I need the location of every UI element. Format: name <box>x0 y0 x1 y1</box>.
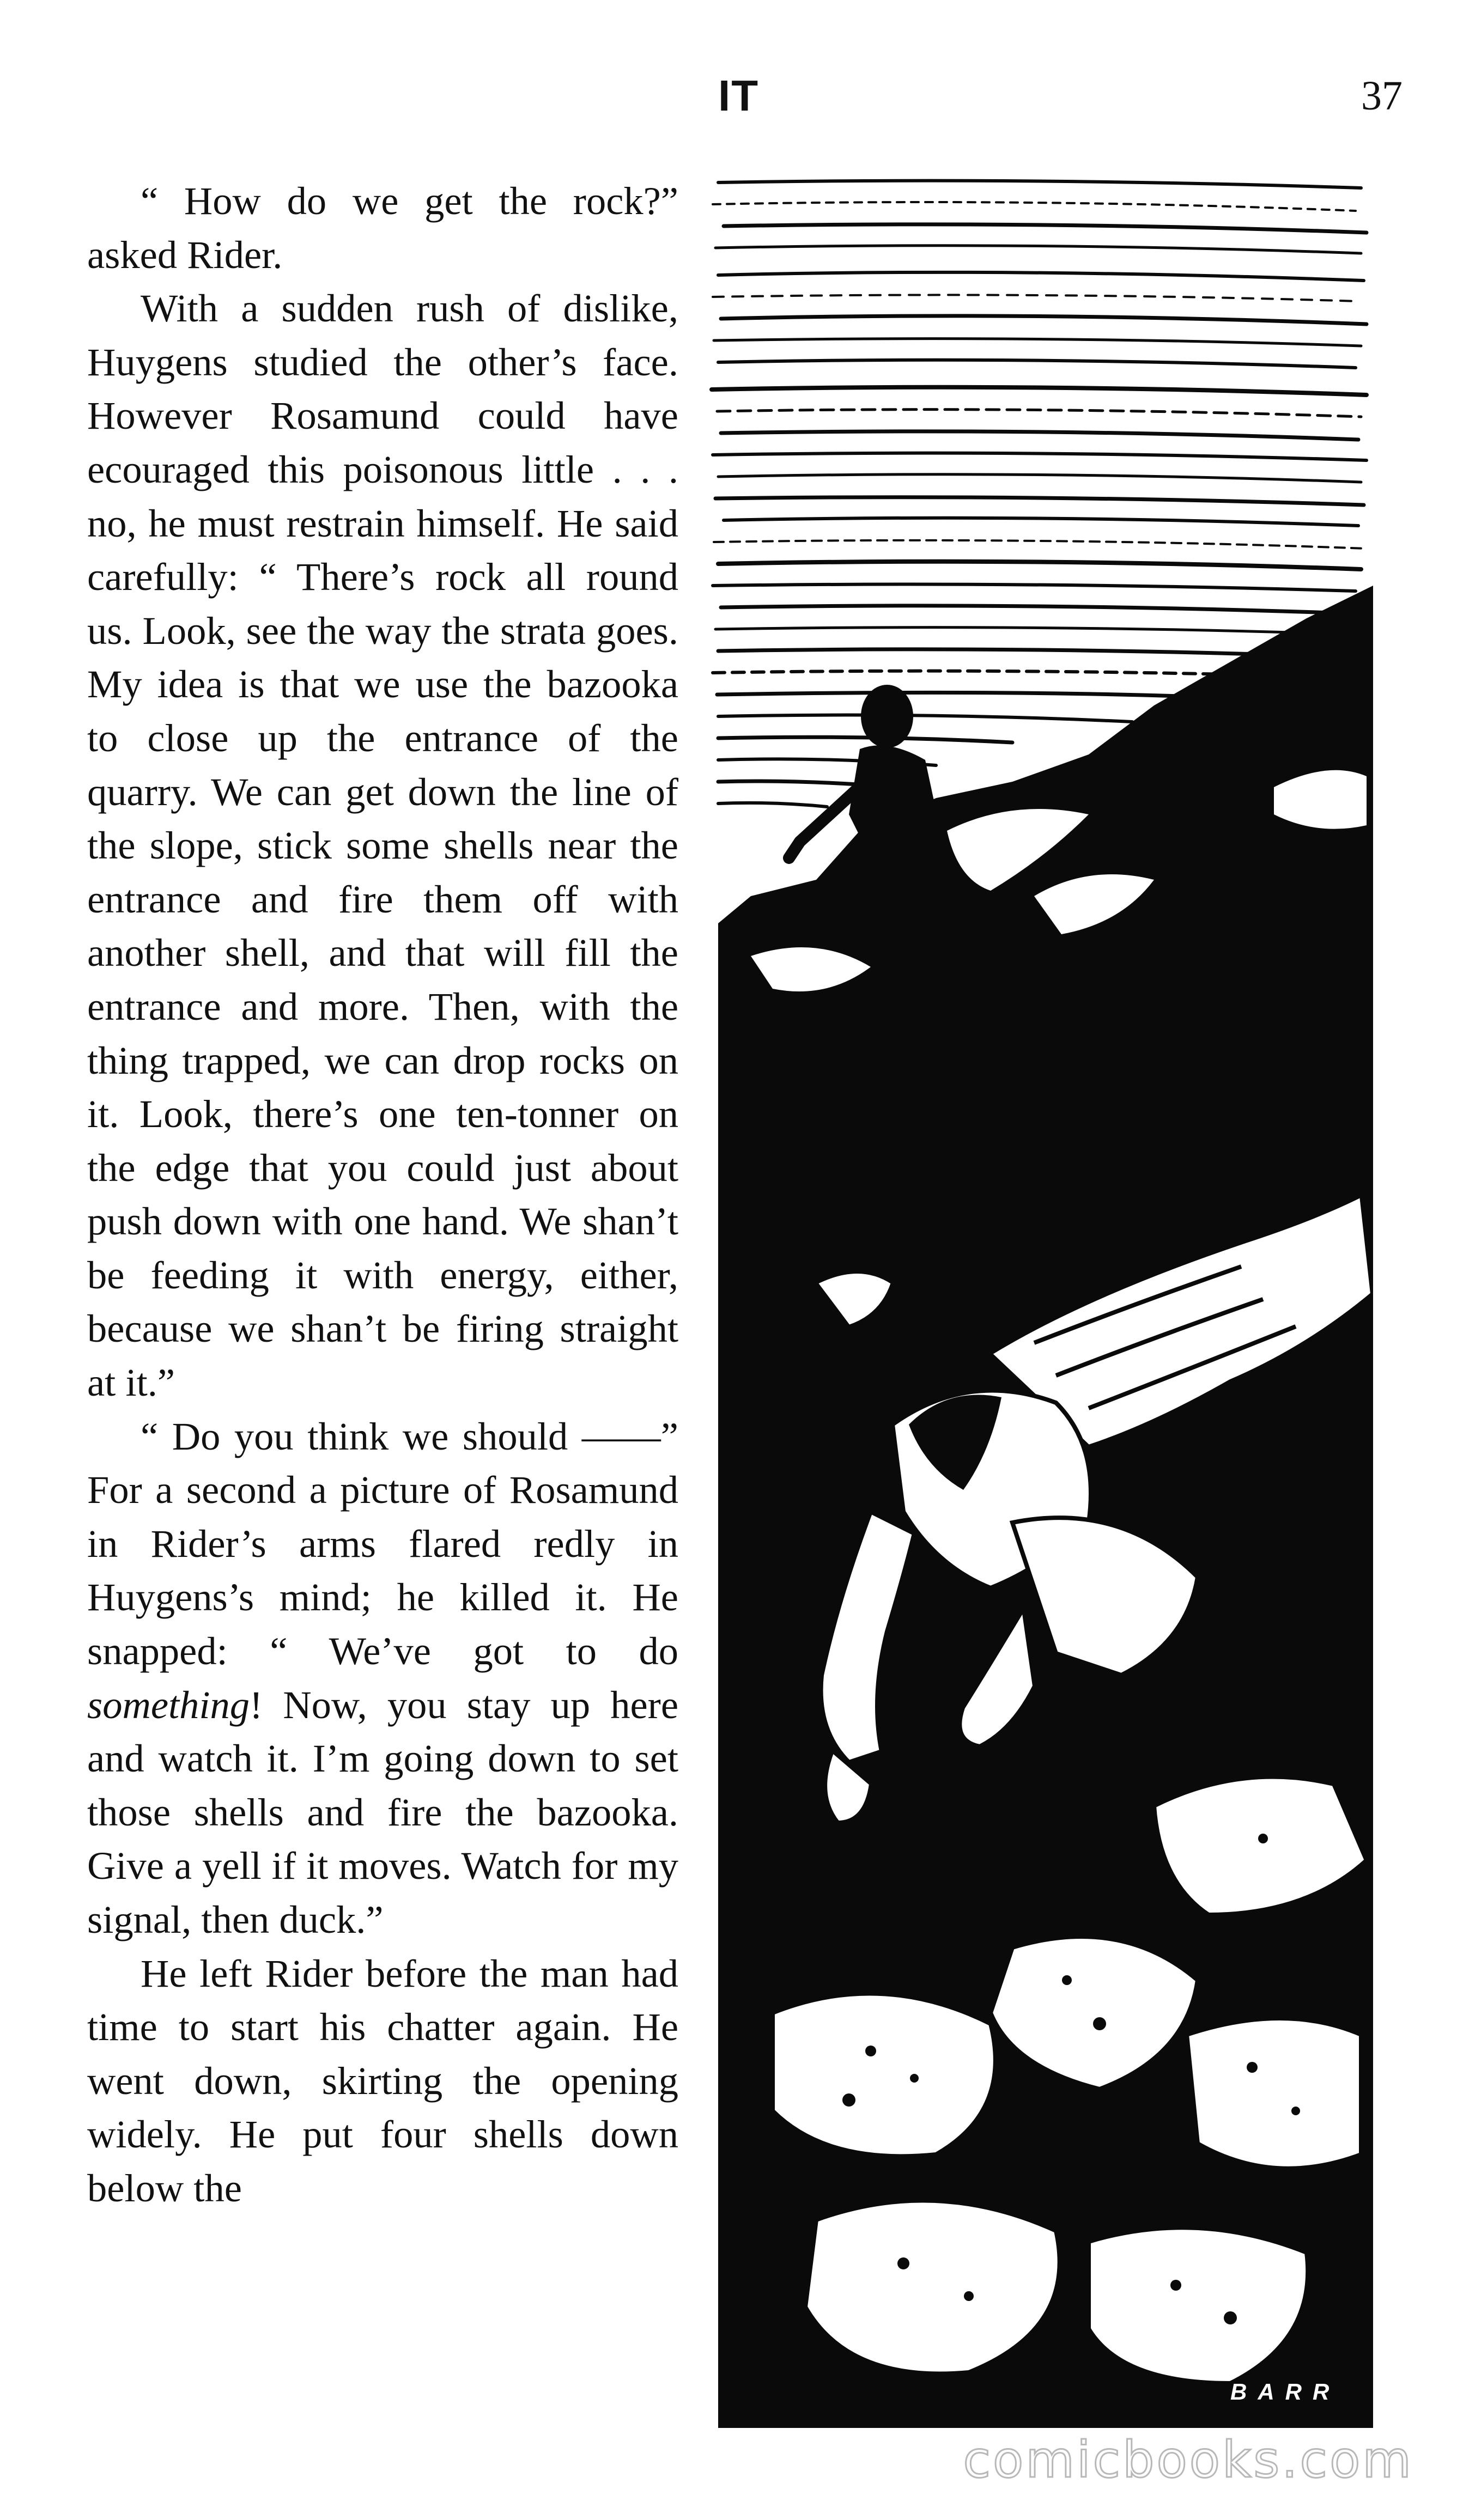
illustration-quarry-scene <box>707 172 1373 2428</box>
page-header-title: IT <box>718 71 760 120</box>
page-number: 37 <box>1361 73 1403 119</box>
paragraph-4: He left Rider before the man had time to start his chatter again. He went down, skirting the opening widely. He put four shells down below the <box>87 1951 678 2210</box>
paragraph-3 <box>87 1410 678 1947</box>
paragraph-3-start: “ Do you think we should ——” For a second a picture of Rosamund in Rider’s arms flared redly in Huygens’s mind; he killed it. He snapped: “ We’ve got to do <box>87 1414 678 1673</box>
story-text-column <box>87 174 678 2215</box>
watermark: comicbooks.com <box>963 2431 1413 2489</box>
paragraph-2: With a sudden rush of dislike, Huygens studied the other’s face. However Rosamund could have ecouraged this poisonous little . . . no, he must restrain himself. He said carefully: “ There’s rock all round us. Look, see the way the strata goes. My idea is that we use the bazooka to close up the entrance of the quarry. We can get down the line of the slope, stick some shells near the entrance and fire them off with another shell, and that will fill the entrance and more. Then, with the thing trapped, we can drop rocks on it. Look, there’s one ten-tonner on the edge that you could just about push down with one hand. We shan’t be feeding it with energy, either, because we shan’t be firing straight at it.” <box>87 286 678 1405</box>
paragraph-1: “ How do we get the rock?” asked Rider. <box>87 179 678 277</box>
emphasis-word: something <box>87 1682 250 1727</box>
paragraph-3-end: ! Now, you stay up here and watch it. I’m going down to set those shells and fire the bazooka. Give a yell if it moves. Watch for my signal, then duck.” <box>87 1682 678 1941</box>
artist-signature: BARR <box>1230 2379 1340 2405</box>
